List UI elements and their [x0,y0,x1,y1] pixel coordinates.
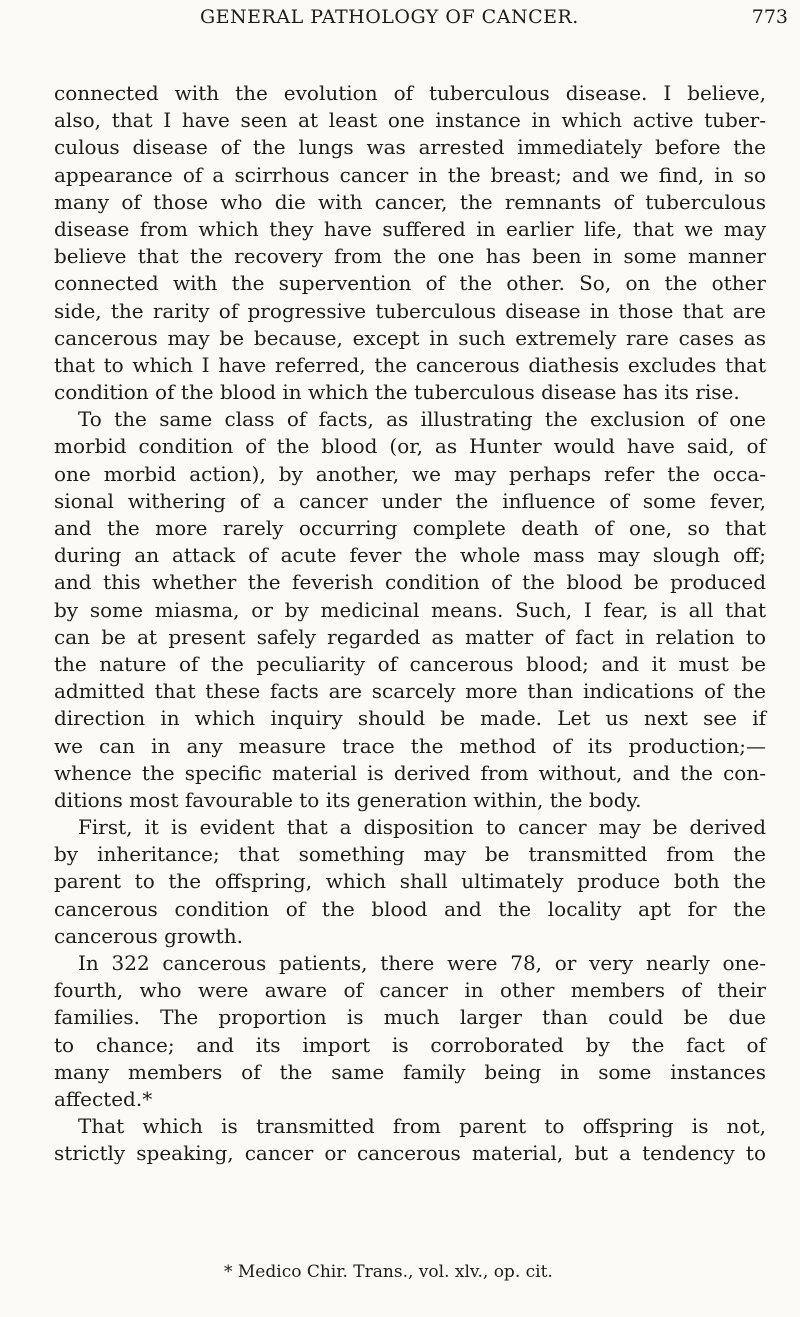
body-text [54,80,766,1168]
text-line: can be at present safely regarded as matter of fact in relation to [54,624,766,649]
text-line: families. The proportion is much larger than could be due [54,1005,766,1030]
text-line: fourth, who were aware of cancer in other members of their [54,978,766,1003]
text-line: affected.* [54,1086,153,1111]
text-line: sional withering of a cancer under the influence of some fever, [54,488,766,513]
text-line: strictly speaking, cancer or cancerous material, but a tendency to [54,1141,766,1166]
page-number: 773 [751,6,788,28]
text-line: during an attack of acute fever the whole mass may slough off; [54,543,766,568]
text-line: also, that I have seen at least one instance in which active tuber- [54,108,766,133]
text-line: we can in any measure trace the method of its production;— [54,733,766,758]
text-line: side, the rarity of progressive tuberculous disease in those that are [54,298,766,323]
text-line: morbid condition of the blood (or, as Hunter would have said, of [54,434,766,459]
text-line: condition of the blood in which the tuberculous disease has its rise. [54,380,740,405]
text-line: many of those who die with cancer, the remnants of tuberculous [54,189,766,214]
running-head [200,6,800,36]
text-line: that to which I have referred, the cancerous diathesis excludes that [54,352,766,377]
text-line: direction in which inquiry should be made. Let us next see if [54,706,766,731]
text-line: ditions most favourable to its generation within, the body. [54,787,642,812]
text-line: one morbid action), by another, we may perhaps refer the occa- [54,461,766,486]
text-line: admitted that these facts are scarcely more than indications of the [54,679,766,704]
text-line: the nature of the peculiarity of cancerous blood; and it must be [54,651,766,676]
text-line: appearance of a scirrhous cancer in the breast; and we find, in so [54,162,766,187]
text-line: believe that the recovery from the one has been in some manner [54,244,766,269]
text-line: cancerous condition of the blood and the locality apt for the [54,896,766,921]
footnote: * Medico Chir. Trans., vol. xlv., op. cit. [224,1262,553,1282]
text-line: parent to the offspring, which shall ultimately produce both the [54,869,766,894]
text-line: cancerous may be because, except in such extremely rare cases as [54,325,766,350]
text-line: and the more rarely occurring complete death of one, so that [54,516,766,540]
text-line: connected with the evolution of tuberculous disease. I believe, [54,81,766,105]
text-line: whence the specific material is derived from without, and the con- [54,760,766,785]
running-title: GENERAL PATHOLOGY OF CANCER. [200,6,579,28]
text-line: and this whether the feverish condition of the blood be produced [54,570,766,595]
text-line: by some miasma, or by medicinal means. Such, I fear, is all that [54,597,766,622]
text-line: cancerous growth. [54,923,243,948]
text-line: connected with the supervention of the other. So, on the other [54,271,766,296]
text-line: many members of the same family being in some instances [54,1059,766,1084]
text-line: by inheritance; that something may be transmitted from the [54,842,766,867]
text-line: to chance; and its import is corroborated by the fact of [54,1032,766,1057]
text-line: culous disease of the lungs was arrested immediately before the [54,135,766,160]
text-line: disease from which they have suffered in earlier life, that we may [54,216,766,241]
text-line: In 322 cancerous patients, there were 78, or very nearly one- [78,951,766,975]
text-line: First, it is evident that a disposition to cancer may be derived [78,815,766,840]
text-line: That which is transmitted from parent to offspring is not, [78,1114,766,1139]
text-line: To the same class of facts, as illustrating the exclusion of one [78,407,766,432]
